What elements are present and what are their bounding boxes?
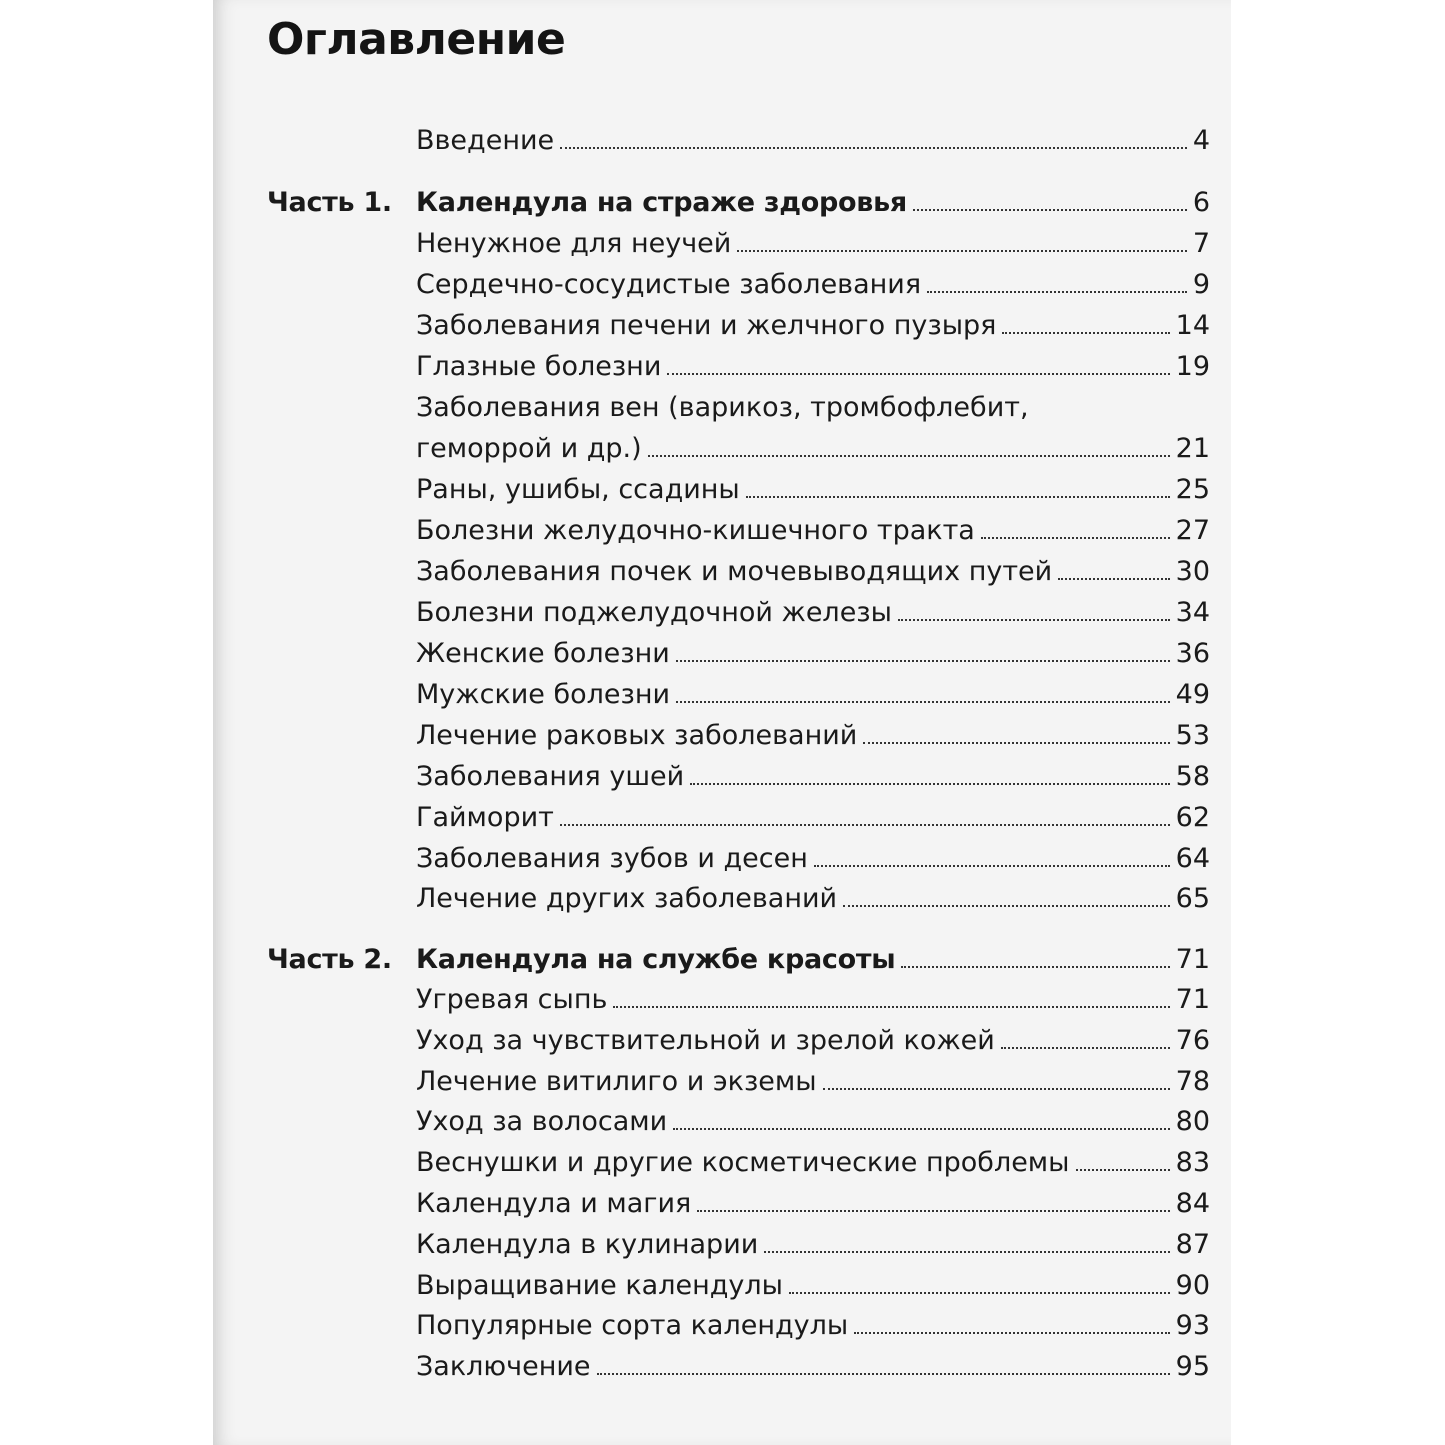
toc-entry-title: Ненужное для неучей	[416, 228, 732, 259]
toc-page-number: 78	[1175, 1066, 1210, 1097]
toc-page-number: 25	[1175, 474, 1210, 505]
toc-entry-title: Лечение других заболеваний	[416, 883, 838, 914]
toc-entry-title: Глазные болезни	[416, 351, 662, 382]
toc-entry	[0, 597, 1445, 637]
dot-leader	[676, 660, 1170, 662]
dot-leader	[667, 373, 1169, 375]
toc-page-number: 49	[1175, 679, 1210, 710]
toc-entry-title: Уход за чувствительной и зрелой кожей	[416, 1025, 995, 1056]
toc-entry	[0, 944, 1445, 984]
toc-entry	[0, 433, 1445, 473]
dot-leader	[697, 1210, 1169, 1212]
toc-entry	[0, 1229, 1445, 1269]
toc-page-number: 87	[1175, 1229, 1210, 1260]
toc-entry-title: Женские болезни	[416, 638, 670, 669]
toc-page-number: 21	[1175, 433, 1210, 464]
dot-leader	[560, 147, 1187, 149]
toc-entry-title: Раны, ушибы, ссадины	[416, 474, 740, 505]
dot-leader	[901, 966, 1169, 968]
dot-leader	[927, 291, 1187, 293]
toc-entry-title: Сердечно-сосудистые заболевания	[416, 269, 922, 300]
toc-entry-title: Заболевания вен (варикоз, тромбофлебит,	[416, 392, 1029, 423]
toc-entry-title: Заболевания печени и желчного пузыря	[416, 310, 997, 341]
toc-entry	[0, 310, 1445, 350]
toc-entry	[0, 1351, 1445, 1391]
toc-entry	[0, 984, 1445, 1024]
toc-entry	[0, 228, 1445, 268]
toc-entry	[0, 638, 1445, 678]
toc-page-number: 36	[1175, 638, 1210, 669]
toc-entry	[0, 1066, 1445, 1106]
toc-page-number: 71	[1175, 944, 1210, 975]
toc-page-number: 93	[1175, 1310, 1210, 1341]
toc-page-number: 90	[1175, 1270, 1210, 1301]
toc-entry-title: Угревая сыпь	[416, 984, 608, 1015]
toc-entry-title: Лечение витилиго и экземы	[416, 1066, 817, 1097]
toc-part-label: Часть 1.	[267, 187, 392, 218]
dot-leader	[560, 824, 1170, 826]
toc-page-number: 19	[1175, 351, 1210, 382]
toc-entry-title: Болезни поджелудочной железы	[416, 597, 892, 628]
toc-entry-title: Мужские болезни	[416, 679, 671, 710]
toc-entry-title: Популярные сорта календулы	[416, 1310, 849, 1341]
toc-entry	[0, 125, 1445, 165]
toc-entry	[0, 1106, 1445, 1146]
toc-page-number: 80	[1175, 1106, 1210, 1137]
toc-entry	[0, 351, 1445, 391]
toc-entry	[0, 556, 1445, 596]
toc-page-number: 83	[1175, 1147, 1210, 1178]
dot-leader	[1058, 578, 1169, 580]
toc-page-number: 95	[1175, 1351, 1210, 1382]
dot-leader	[854, 1332, 1169, 1334]
toc-entry-title: Введение	[416, 125, 555, 156]
toc-entry-title: Лечение раковых заболеваний	[416, 720, 858, 751]
toc-entry	[0, 1188, 1445, 1228]
dot-leader	[1002, 332, 1169, 334]
toc-entry	[0, 515, 1445, 555]
dot-leader	[1076, 1169, 1170, 1171]
dot-leader	[898, 619, 1170, 621]
toc-entry-title: Заболевания зубов и десен	[416, 843, 808, 874]
toc-page-number: 9	[1192, 269, 1210, 300]
dot-leader	[789, 1292, 1170, 1294]
dot-leader	[648, 455, 1170, 457]
toc-page-number: 34	[1175, 597, 1210, 628]
toc-page-number: 84	[1175, 1188, 1210, 1219]
toc-entry	[0, 720, 1445, 760]
dot-leader	[676, 701, 1170, 703]
toc-entry-title: Болезни желудочно-кишечного тракта	[416, 515, 975, 546]
toc-page-number: 76	[1175, 1025, 1210, 1056]
dot-leader	[1001, 1047, 1170, 1049]
toc-entry	[0, 1310, 1445, 1350]
dot-leader	[746, 496, 1170, 498]
toc-page-number: 27	[1175, 515, 1210, 546]
toc-page-number: 53	[1175, 720, 1210, 751]
toc-page-number: 71	[1175, 984, 1210, 1015]
toc-page-number: 4	[1192, 125, 1210, 156]
toc-entry	[0, 269, 1445, 309]
dot-leader	[764, 1251, 1169, 1253]
dot-leader	[981, 537, 1170, 539]
dot-leader	[673, 1128, 1169, 1130]
toc-page-number: 65	[1175, 883, 1210, 914]
dot-leader	[737, 250, 1186, 252]
toc-part-label: Часть 2.	[267, 944, 392, 975]
toc-entry-title: Веснушки и другие косметические проблемы	[416, 1147, 1070, 1178]
toc-page-number: 6	[1192, 187, 1210, 218]
dot-leader	[814, 865, 1170, 867]
toc-entry-title: геморрой и др.)	[416, 433, 642, 464]
page-title: Оглавление	[267, 14, 566, 65]
toc-page-number: 64	[1175, 843, 1210, 874]
toc-entry	[0, 187, 1445, 227]
toc-page-number: 62	[1175, 802, 1210, 833]
toc-entry	[0, 883, 1445, 923]
dot-leader	[613, 1006, 1169, 1008]
dot-leader	[843, 905, 1170, 907]
toc-entry	[0, 1025, 1445, 1065]
toc-page-number: 7	[1192, 228, 1210, 259]
toc-entry	[0, 474, 1445, 514]
toc-entry-title: Уход за волосами	[416, 1106, 668, 1137]
toc-entry-title: Заболевания почек и мочевыводящих путей	[416, 556, 1053, 587]
dot-leader	[863, 742, 1169, 744]
toc-entry-title: Выращивание календулы	[416, 1270, 783, 1301]
toc-entry-title: Заключение	[416, 1351, 591, 1382]
toc-entry-title: Календула на страже здоровья	[416, 187, 907, 218]
toc-entry-title: Календула и магия	[416, 1188, 692, 1219]
dot-leader	[823, 1088, 1170, 1090]
toc-page-number: 58	[1175, 761, 1210, 792]
toc-page-number: 30	[1175, 556, 1210, 587]
toc-entry	[0, 802, 1445, 842]
toc-entry-title: Заболевания ушей	[416, 761, 685, 792]
dot-leader	[913, 209, 1187, 211]
toc-entry	[0, 843, 1445, 883]
dot-leader	[597, 1373, 1170, 1375]
toc-entry-title: Календула в кулинарии	[416, 1229, 759, 1260]
toc-entry	[0, 761, 1445, 801]
dot-leader	[690, 783, 1169, 785]
toc-entry	[0, 1147, 1445, 1187]
toc-entry	[0, 1270, 1445, 1310]
toc-entry	[0, 392, 1445, 432]
toc-entry-title: Календула на службе красоты	[416, 944, 896, 975]
toc-entry	[0, 679, 1445, 719]
toc-entry-title: Гайморит	[416, 802, 554, 833]
toc-page-number: 14	[1175, 310, 1210, 341]
